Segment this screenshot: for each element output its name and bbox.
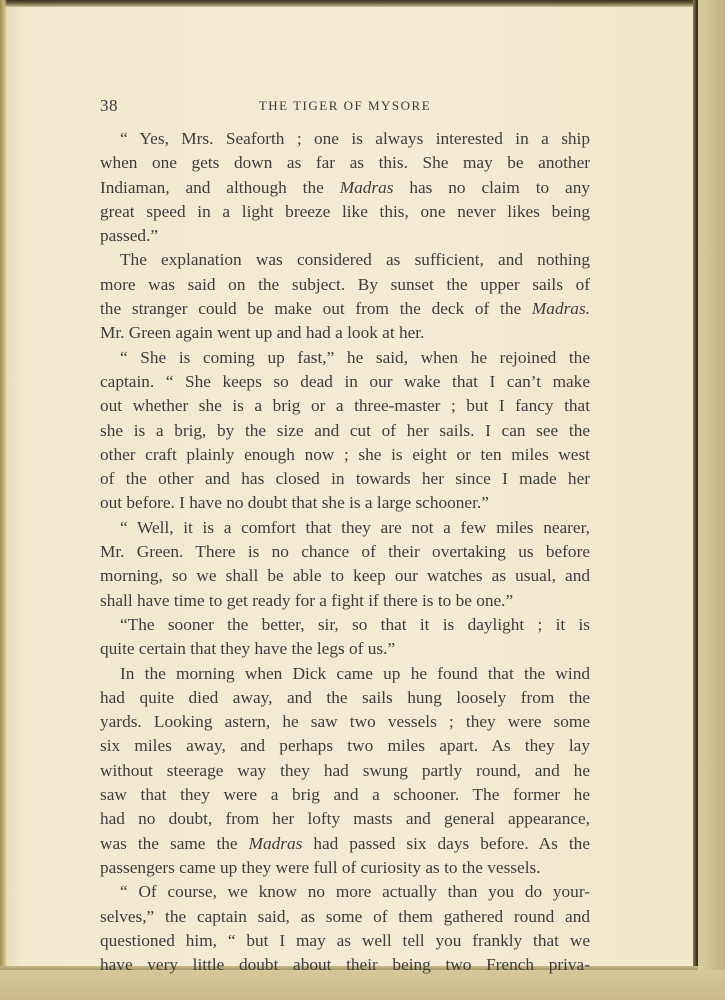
text-line: other craft plainly enough now ; she is eight or ten miles west [100,444,590,464]
text-line: “ Yes, Mrs. Seaforth ; one is always interested in a ship [120,129,590,148]
text-line-segment: has no claim to any [393,177,591,197]
text-line: yards. Looking astern, he saw two vessels ; they were some [100,712,590,732]
text-line: had quite died away, and the sails hung loosely from the [100,687,590,707]
text-line: Mr. Green. There is no chance of their overtaking us before [100,542,590,562]
text-line: captain. “ She keeps so dead in our wake that I can’t make [100,371,590,391]
text-line: “ She is coming up fast,” he said, when he rejoined the [120,347,590,367]
text-line: when one gets down as far as this. She may be another [100,153,590,173]
italic-ship-name: Madras. [531,299,590,319]
text-line: “ Of course, we know no more actually than you do your- [120,882,590,902]
text-line: without steerage way they had swung partly round, and he [100,760,590,780]
text-line: six miles away, and perhaps two miles apart. As they lay [100,736,590,756]
text-line: selves,” the captain said, as some of them gathered round and [100,906,590,926]
text-line: out whether she is a brig or a three-master ; but I fancy that [100,396,590,416]
text-line: shall have time to get ready for a fight if there is to be one.” [100,590,514,610]
text-line [100,832,590,856]
text-line: great speed in a light breeze like this, one never likes being [100,201,590,221]
text-line: have very little doubt about their being two French priva- [100,955,590,975]
text-line-segment: the stranger could be make out from the deck of the [100,299,532,319]
page-header [100,96,590,120]
text-line: passed.” [100,226,159,246]
right-margin-background [698,0,725,1000]
top-page-edge [0,0,725,7]
text-line: passengers came up they were full of curiosity as to the vessels. [100,857,541,877]
text-line: questioned him, “ but I may as well tell you frankly that we [100,930,590,950]
text-line [100,297,590,321]
running-title: THE TIGER OF MYSORE [258,98,432,113]
text-line: “The sooner the better, sir, so that it is daylight ; it is [120,614,590,634]
left-page-edge [0,0,7,1000]
text-line: of the other and has closed in towards her since I made her [100,469,590,489]
body-text [100,127,590,977]
italic-ship-name: Madras [339,177,394,197]
text-line-segment: was the same the [100,833,249,853]
page-number: 38 [100,96,118,115]
text-line: “ Well, it is a comfort that they are not a few miles nearer, [120,517,590,537]
text-line: The explanation was considered as sufficient, and nothing [120,250,590,270]
text-line: quite certain that they have the legs of us.” [100,639,396,659]
text-line: she is a brig, by the size and cut of her sails. I can see the [100,420,590,440]
text-line-segment: Indiaman, and although the [100,177,340,197]
italic-ship-name: Madras [248,833,303,853]
text-line: Mr. Green again went up and had a look at her. [100,323,425,343]
text-line [100,176,590,200]
text-line: had no doubt, from her lofty masts and general appearance, [100,809,590,829]
text-line: out before. I have no doubt that she is a large schooner.” [100,493,489,513]
text-line: In the morning when Dick came up he found that the wind [120,663,590,683]
text-line: saw that they were a brig and a schooner. The former he [100,785,590,805]
text-line: more was said on the subject. By sunset the upper sails of [100,274,590,294]
text-line: morning, so we shall be able to keep our watches as usual, and [100,566,590,586]
text-line-segment: had passed six days before. As the [302,833,590,853]
